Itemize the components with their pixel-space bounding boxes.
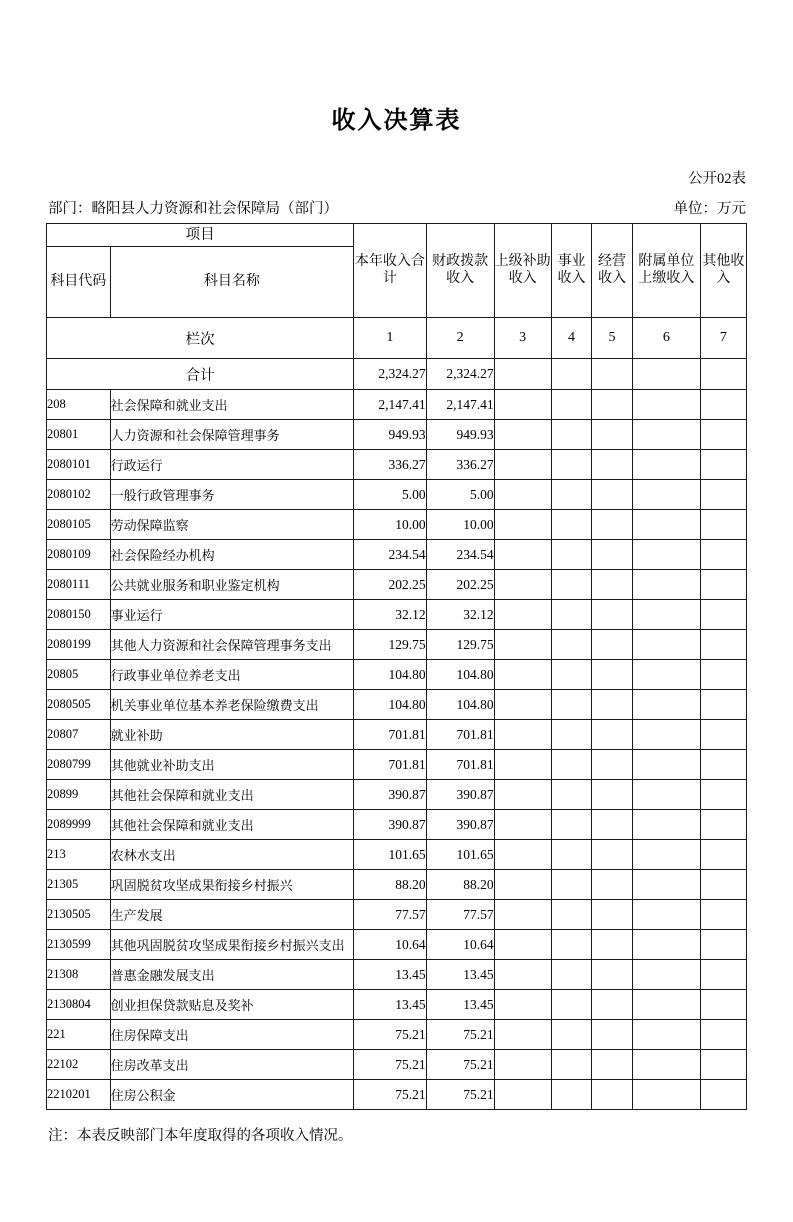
cell-c6 — [632, 450, 700, 480]
total-c7 — [700, 359, 746, 390]
cell-name: 住房改革支出 — [110, 1050, 354, 1080]
cell-c3 — [494, 990, 551, 1020]
cell-c1: 13.45 — [354, 990, 426, 1020]
cell-c3 — [494, 960, 551, 990]
cell-code: 20899 — [47, 780, 111, 810]
cell-name: 住房公积金 — [110, 1080, 354, 1110]
total-c3 — [494, 359, 551, 390]
total-c4 — [551, 359, 592, 390]
cell-code: 221 — [47, 1020, 111, 1050]
cell-c2: 32.12 — [426, 600, 494, 630]
cell-c3 — [494, 660, 551, 690]
cell-c1: 202.25 — [354, 570, 426, 600]
cell-c4 — [551, 420, 592, 450]
meta-row — [46, 197, 747, 218]
column-number-5: 5 — [592, 318, 633, 359]
column-number-1: 1 — [354, 318, 426, 359]
table-row — [47, 780, 747, 810]
cell-c5 — [592, 510, 633, 540]
cell-code: 2130804 — [47, 990, 111, 1020]
header-col-5: 经营收入 — [592, 224, 633, 318]
cell-c6 — [632, 390, 700, 420]
cell-c1: 390.87 — [354, 780, 426, 810]
page — [0, 100, 793, 1222]
cell-c5 — [592, 1050, 633, 1080]
cell-c7 — [700, 450, 746, 480]
table-row — [47, 1050, 747, 1080]
header-col-7: 其他收入 — [700, 224, 746, 318]
cell-c7 — [700, 840, 746, 870]
cell-c1: 77.57 — [354, 900, 426, 930]
table-row — [47, 390, 747, 420]
cell-code: 2080109 — [47, 540, 111, 570]
cell-c5 — [592, 690, 633, 720]
cell-c1: 75.21 — [354, 1020, 426, 1050]
cell-name: 就业补助 — [110, 720, 354, 750]
cell-c5 — [592, 870, 633, 900]
cell-c1: 75.21 — [354, 1080, 426, 1110]
cell-c7 — [700, 420, 746, 450]
header-col-3: 上级补助收入 — [494, 224, 551, 318]
cell-c6 — [632, 1020, 700, 1050]
cell-name: 创业担保贷款贴息及奖补 — [110, 990, 354, 1020]
cell-c3 — [494, 390, 551, 420]
cell-name: 其他社会保障和就业支出 — [110, 810, 354, 840]
cell-c6 — [632, 780, 700, 810]
cell-c6 — [632, 690, 700, 720]
table-row — [47, 570, 747, 600]
cell-code: 2080505 — [47, 690, 111, 720]
page-title: 收入决算表 — [331, 108, 462, 134]
department-label: 部门：略阳县人力资源和社会保障局（部门） — [48, 201, 338, 217]
cell-c2: 701.81 — [426, 750, 494, 780]
total-c5 — [592, 359, 633, 390]
cell-c6 — [632, 720, 700, 750]
cell-c6 — [632, 1050, 700, 1080]
cell-name: 行政运行 — [110, 450, 354, 480]
cell-code: 213 — [47, 840, 111, 870]
unit-label: 单位：万元 — [673, 201, 746, 217]
cell-c5 — [592, 1080, 633, 1110]
cell-name: 其他人力资源和社会保障管理事务支出 — [110, 630, 354, 660]
cell-c2: 949.93 — [426, 420, 494, 450]
cell-c3 — [494, 810, 551, 840]
cell-c6 — [632, 660, 700, 690]
table-header-row-column-numbers — [47, 318, 747, 359]
cell-c6 — [632, 540, 700, 570]
cell-c5 — [592, 1020, 633, 1050]
cell-c1: 949.93 — [354, 420, 426, 450]
column-number-6: 6 — [632, 318, 700, 359]
cell-c2: 88.20 — [426, 870, 494, 900]
cell-c7 — [700, 570, 746, 600]
cell-code: 2210201 — [47, 1080, 111, 1110]
column-number-label: 栏次 — [47, 318, 354, 359]
cell-c1: 336.27 — [354, 450, 426, 480]
cell-c7 — [700, 870, 746, 900]
cell-c2: 10.00 — [426, 510, 494, 540]
table-row — [47, 720, 747, 750]
cell-name: 其他巩固脱贫攻坚成果衔接乡村振兴支出 — [110, 930, 354, 960]
cell-code: 20805 — [47, 660, 111, 690]
cell-c5 — [592, 570, 633, 600]
cell-c3 — [494, 930, 551, 960]
cell-c6 — [632, 810, 700, 840]
cell-name: 其他就业补助支出 — [110, 750, 354, 780]
cell-c1: 2,147.41 — [354, 390, 426, 420]
cell-c1: 10.64 — [354, 930, 426, 960]
cell-c6 — [632, 1080, 700, 1110]
cell-c5 — [592, 930, 633, 960]
table-row — [47, 810, 747, 840]
cell-c7 — [700, 1080, 746, 1110]
table-row — [47, 930, 747, 960]
cell-c4 — [551, 1050, 592, 1080]
cell-c5 — [592, 480, 633, 510]
table-row — [47, 690, 747, 720]
cell-c4 — [551, 450, 592, 480]
table-row — [47, 420, 747, 450]
cell-c6 — [632, 420, 700, 450]
cell-c1: 5.00 — [354, 480, 426, 510]
cell-c6 — [632, 960, 700, 990]
cell-c3 — [494, 900, 551, 930]
cell-c2: 2,147.41 — [426, 390, 494, 420]
cell-c3 — [494, 840, 551, 870]
cell-c3 — [494, 1080, 551, 1110]
cell-code: 20807 — [47, 720, 111, 750]
cell-c7 — [700, 960, 746, 990]
cell-c5 — [592, 420, 633, 450]
cell-c4 — [551, 930, 592, 960]
table-row — [47, 870, 747, 900]
cell-name: 社会保障和就业支出 — [110, 390, 354, 420]
cell-c7 — [700, 720, 746, 750]
cell-c7 — [700, 540, 746, 570]
cell-c6 — [632, 930, 700, 960]
total-c1: 2,324.27 — [354, 359, 426, 390]
cell-c1: 104.80 — [354, 660, 426, 690]
cell-name: 行政事业单位养老支出 — [110, 660, 354, 690]
cell-c7 — [700, 780, 746, 810]
cell-c3 — [494, 1050, 551, 1080]
cell-c4 — [551, 840, 592, 870]
table-row — [47, 1020, 747, 1050]
cell-c5 — [592, 990, 633, 1020]
cell-c7 — [700, 480, 746, 510]
cell-name: 事业运行 — [110, 600, 354, 630]
table-row — [47, 900, 747, 930]
cell-name: 公共就业服务和职业鉴定机构 — [110, 570, 354, 600]
cell-c5 — [592, 600, 633, 630]
cell-c7 — [700, 390, 746, 420]
cell-c1: 701.81 — [354, 750, 426, 780]
cell-c4 — [551, 480, 592, 510]
cell-c6 — [632, 600, 700, 630]
cell-c5 — [592, 450, 633, 480]
cell-c3 — [494, 690, 551, 720]
cell-c1: 104.80 — [354, 690, 426, 720]
cell-code: 22102 — [47, 1050, 111, 1080]
cell-c4 — [551, 1020, 592, 1050]
cell-c7 — [700, 810, 746, 840]
cell-c7 — [700, 660, 746, 690]
cell-code: 2080102 — [47, 480, 111, 510]
cell-c3 — [494, 600, 551, 630]
cell-c5 — [592, 780, 633, 810]
cell-name: 农林水支出 — [110, 840, 354, 870]
cell-c4 — [551, 1080, 592, 1110]
cell-c2: 5.00 — [426, 480, 494, 510]
table-note: 注：本表反映部门本年度取得的各项收入情况。 — [48, 1128, 353, 1144]
table-row — [47, 1080, 747, 1110]
cell-c3 — [494, 540, 551, 570]
cell-c3 — [494, 720, 551, 750]
cell-c2: 202.25 — [426, 570, 494, 600]
cell-c1: 32.12 — [354, 600, 426, 630]
cell-c4 — [551, 810, 592, 840]
total-label: 合计 — [47, 359, 354, 390]
cell-c5 — [592, 960, 633, 990]
cell-name: 住房保障支出 — [110, 1020, 354, 1050]
cell-c5 — [592, 840, 633, 870]
cell-c4 — [551, 960, 592, 990]
cell-c5 — [592, 900, 633, 930]
cell-c4 — [551, 750, 592, 780]
cell-c4 — [551, 870, 592, 900]
column-number-7: 7 — [700, 318, 746, 359]
cell-c2: 390.87 — [426, 810, 494, 840]
cell-name: 其他社会保障和就业支出 — [110, 780, 354, 810]
cell-c6 — [632, 480, 700, 510]
cell-c1: 234.54 — [354, 540, 426, 570]
cell-c6 — [632, 750, 700, 780]
cell-c2: 75.21 — [426, 1050, 494, 1080]
cell-name: 生产发展 — [110, 900, 354, 930]
cell-c3 — [494, 750, 551, 780]
table-row — [47, 480, 747, 510]
cell-c7 — [700, 510, 746, 540]
cell-c5 — [592, 660, 633, 690]
cell-code: 2130599 — [47, 930, 111, 960]
cell-code: 21305 — [47, 870, 111, 900]
cell-c3 — [494, 510, 551, 540]
table-header-row-item — [47, 224, 747, 247]
cell-c5 — [592, 540, 633, 570]
cell-c3 — [494, 870, 551, 900]
header-col-code: 科目代码 — [47, 247, 111, 318]
cell-c6 — [632, 570, 700, 600]
header-col-1: 本年收入合计 — [354, 224, 426, 318]
table-row — [47, 540, 747, 570]
cell-c5 — [592, 750, 633, 780]
cell-c2: 13.45 — [426, 960, 494, 990]
cell-c4 — [551, 390, 592, 420]
cell-c4 — [551, 600, 592, 630]
cell-c2: 75.21 — [426, 1080, 494, 1110]
header-col-2: 财政拨款收入 — [426, 224, 494, 318]
cell-c7 — [700, 750, 746, 780]
cell-c3 — [494, 450, 551, 480]
cell-c6 — [632, 900, 700, 930]
cell-name: 劳动保障监察 — [110, 510, 354, 540]
cell-c4 — [551, 660, 592, 690]
cell-c2: 13.45 — [426, 990, 494, 1020]
cell-c3 — [494, 480, 551, 510]
table-row — [47, 750, 747, 780]
cell-c2: 234.54 — [426, 540, 494, 570]
cell-c6 — [632, 870, 700, 900]
cell-c5 — [592, 810, 633, 840]
cell-c2: 390.87 — [426, 780, 494, 810]
cell-c4 — [551, 900, 592, 930]
cell-c1: 101.65 — [354, 840, 426, 870]
cell-name: 巩固脱贫攻坚成果衔接乡村振兴 — [110, 870, 354, 900]
table-row — [47, 960, 747, 990]
cell-c5 — [592, 390, 633, 420]
column-number-2: 2 — [426, 318, 494, 359]
cell-code: 208 — [47, 390, 111, 420]
total-c6 — [632, 359, 700, 390]
cell-code: 2089999 — [47, 810, 111, 840]
cell-c2: 104.80 — [426, 660, 494, 690]
table-row — [47, 630, 747, 660]
cell-c6 — [632, 630, 700, 660]
cell-c4 — [551, 990, 592, 1020]
sheet-code: 公开02表 — [688, 171, 746, 187]
cell-code: 21308 — [47, 960, 111, 990]
cell-c4 — [551, 690, 592, 720]
table-row — [47, 840, 747, 870]
table-body — [47, 359, 747, 1110]
cell-c1: 701.81 — [354, 720, 426, 750]
header-col-4: 事业收入 — [551, 224, 592, 318]
cell-c3 — [494, 570, 551, 600]
cell-c4 — [551, 780, 592, 810]
cell-c4 — [551, 510, 592, 540]
cell-c1: 13.45 — [354, 960, 426, 990]
cell-c7 — [700, 930, 746, 960]
cell-c4 — [551, 720, 592, 750]
cell-c3 — [494, 630, 551, 660]
cell-c2: 10.64 — [426, 930, 494, 960]
cell-code: 2080111 — [47, 570, 111, 600]
cell-c7 — [700, 1050, 746, 1080]
cell-c3 — [494, 780, 551, 810]
cell-code: 2080799 — [47, 750, 111, 780]
cell-c6 — [632, 840, 700, 870]
cell-code: 20801 — [47, 420, 111, 450]
cell-c2: 77.57 — [426, 900, 494, 930]
header-col-name: 科目名称 — [110, 247, 354, 318]
cell-name: 一般行政管理事务 — [110, 480, 354, 510]
cell-c4 — [551, 540, 592, 570]
cell-c3 — [494, 1020, 551, 1050]
table-row — [47, 510, 747, 540]
column-number-4: 4 — [551, 318, 592, 359]
cell-c4 — [551, 630, 592, 660]
cell-c7 — [700, 690, 746, 720]
cell-name: 人力资源和社会保障管理事务 — [110, 420, 354, 450]
cell-c7 — [700, 990, 746, 1020]
header-col-6: 附属单位上缴收入 — [632, 224, 700, 318]
table-row — [47, 990, 747, 1020]
cell-c1: 88.20 — [354, 870, 426, 900]
cell-c4 — [551, 570, 592, 600]
cell-name: 机关事业单位基本养老保险缴费支出 — [110, 690, 354, 720]
table-row-total — [47, 359, 747, 390]
cell-c2: 701.81 — [426, 720, 494, 750]
cell-c1: 129.75 — [354, 630, 426, 660]
cell-c7 — [700, 600, 746, 630]
cell-c2: 336.27 — [426, 450, 494, 480]
cell-c2: 101.65 — [426, 840, 494, 870]
cell-code: 2080105 — [47, 510, 111, 540]
cell-c5 — [592, 720, 633, 750]
cell-c2: 129.75 — [426, 630, 494, 660]
cell-c7 — [700, 630, 746, 660]
cell-c2: 75.21 — [426, 1020, 494, 1050]
cell-c1: 10.00 — [354, 510, 426, 540]
cell-code: 2080150 — [47, 600, 111, 630]
cell-name: 社会保险经办机构 — [110, 540, 354, 570]
cell-name: 普惠金融发展支出 — [110, 960, 354, 990]
cell-c5 — [592, 630, 633, 660]
table-row — [47, 660, 747, 690]
cell-c6 — [632, 990, 700, 1020]
table-row — [47, 450, 747, 480]
cell-c1: 75.21 — [354, 1050, 426, 1080]
cell-c7 — [700, 1020, 746, 1050]
total-c2: 2,324.27 — [426, 359, 494, 390]
cell-code: 2080199 — [47, 630, 111, 660]
cell-code: 2080101 — [47, 450, 111, 480]
cell-c7 — [700, 900, 746, 930]
cell-c2: 104.80 — [426, 690, 494, 720]
column-number-3: 3 — [494, 318, 551, 359]
cell-c3 — [494, 420, 551, 450]
cell-c6 — [632, 510, 700, 540]
header-group-item: 项目 — [47, 224, 354, 247]
income-final-accounts-table — [46, 223, 747, 1110]
cell-code: 2130505 — [47, 900, 111, 930]
table-row — [47, 600, 747, 630]
cell-c1: 390.87 — [354, 810, 426, 840]
